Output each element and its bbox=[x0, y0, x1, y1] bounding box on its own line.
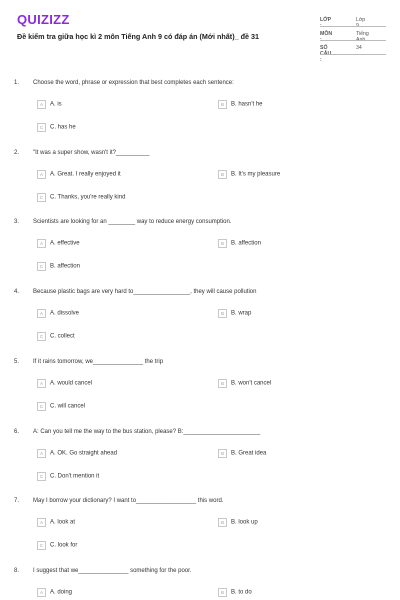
answer-option-b[interactable] bbox=[218, 449, 266, 458]
answer-option-a[interactable] bbox=[37, 379, 92, 388]
option-label: A. Great. I really enjoyed it bbox=[50, 171, 121, 178]
answer-option-b[interactable] bbox=[218, 379, 271, 388]
option-letter-box: A bbox=[37, 588, 46, 597]
option-letter-box: B bbox=[218, 309, 227, 318]
meta-underline bbox=[320, 40, 386, 41]
meta-key: LỚP : bbox=[320, 17, 331, 29]
question-number: 8. bbox=[14, 568, 20, 574]
answer-option-c[interactable] bbox=[37, 402, 85, 411]
option-label: A. is bbox=[50, 101, 62, 108]
option-label: B. Great idea bbox=[231, 450, 267, 457]
question-text: May I borrow your dictionary? I want to__________________ this word. bbox=[33, 498, 224, 504]
answer-option-c[interactable] bbox=[37, 541, 77, 550]
answer-option-a[interactable] bbox=[37, 170, 121, 179]
answer-option-b[interactable] bbox=[218, 518, 258, 527]
option-label: A. doing bbox=[50, 589, 73, 596]
meta-value: Lớp 9 bbox=[356, 17, 366, 29]
question-text: I suggest that we_______________ something for the poor. bbox=[33, 568, 192, 574]
answer-option-a[interactable] bbox=[37, 100, 62, 109]
option-letter-box: B bbox=[218, 518, 227, 527]
option-letter-box: B bbox=[218, 100, 227, 109]
page-title: Đề kiểm tra giữa học kì 2 môn Tiếng Anh 9 có đáp án (Mới nhất)_ đề 31 bbox=[17, 32, 259, 41]
question-text: A: Can you tell me the way to the bus station, please? B:_______________________ bbox=[33, 429, 261, 435]
option-label: A. dissolve bbox=[50, 310, 80, 317]
option-label: C. has he bbox=[50, 124, 76, 131]
option-letter-box: C bbox=[37, 193, 46, 202]
option-label: C. will cancel bbox=[50, 403, 86, 410]
answer-option-b[interactable] bbox=[218, 309, 251, 318]
option-label: C. look for bbox=[50, 542, 78, 549]
option-label: B. wrap bbox=[231, 310, 252, 317]
option-letter-box: A bbox=[37, 170, 46, 179]
question-text: Choose the word, phrase or expression that best completes each sentence: bbox=[33, 80, 234, 86]
option-label: B. affection bbox=[231, 240, 261, 247]
option-letter-box: C bbox=[37, 541, 46, 550]
meta-underline bbox=[320, 54, 386, 55]
question-number: 1. bbox=[14, 80, 20, 86]
option-letter-box: A bbox=[37, 518, 46, 527]
answer-option-c[interactable] bbox=[37, 332, 75, 341]
question-number: 3. bbox=[14, 219, 20, 225]
question-number: 6. bbox=[14, 429, 20, 435]
question-number: 4. bbox=[14, 289, 20, 295]
answer-option-a[interactable] bbox=[37, 449, 117, 458]
question-number: 7. bbox=[14, 498, 20, 504]
answer-option-a[interactable] bbox=[37, 588, 72, 597]
option-letter-box: C bbox=[37, 123, 46, 132]
question-number: 2. bbox=[14, 150, 20, 156]
quizizz-logo: QUIZIZZ bbox=[17, 12, 70, 27]
option-letter-box: A bbox=[37, 379, 46, 388]
option-label: C. Thanks, you're really kind bbox=[50, 194, 126, 201]
option-letter-box: B bbox=[218, 379, 227, 388]
option-label: A. effective bbox=[50, 240, 80, 247]
option-label: C. collect bbox=[50, 333, 75, 340]
question-text: Scientists are looking for an ________ way to reduce energy consumption. bbox=[33, 219, 232, 225]
meta-value: Tiếng Anh bbox=[356, 31, 369, 43]
option-label: B. won't cancel bbox=[231, 380, 272, 387]
option-letter-box: A bbox=[37, 309, 46, 318]
option-label: C. Don't mention it bbox=[50, 473, 100, 480]
meta-key: SỐ CÂU : bbox=[320, 45, 332, 63]
answer-option-c[interactable] bbox=[37, 123, 76, 132]
option-label: B. hasn't he bbox=[231, 101, 263, 108]
answer-option-c[interactable] bbox=[37, 472, 99, 481]
question-text: Because plastic bags are very hard to_________________, they will cause pollution bbox=[33, 289, 257, 295]
option-letter-box: C bbox=[37, 472, 46, 481]
option-label: A. would cancel bbox=[50, 380, 93, 387]
option-letter-box: B bbox=[218, 449, 227, 458]
option-letter-box: B bbox=[218, 170, 227, 179]
option-letter-box: B bbox=[218, 588, 227, 597]
question-text: If it rains tomorrow, we_______________ the trip bbox=[33, 359, 164, 365]
meta-key: MÔN : bbox=[320, 31, 333, 43]
option-letter-box: C bbox=[37, 402, 46, 411]
answer-option-c[interactable] bbox=[37, 262, 80, 271]
answer-option-b[interactable] bbox=[218, 239, 261, 248]
answer-option-b[interactable] bbox=[218, 170, 280, 179]
option-letter-box: A bbox=[37, 239, 46, 248]
option-letter-box: A bbox=[37, 449, 46, 458]
option-label: B. look up bbox=[231, 519, 258, 526]
option-letter-box: C bbox=[37, 262, 46, 271]
option-letter-box: C bbox=[37, 332, 46, 341]
answer-option-b[interactable] bbox=[218, 100, 263, 109]
answer-option-a[interactable] bbox=[37, 239, 80, 248]
answer-option-a[interactable] bbox=[37, 309, 79, 318]
option-label: B. affection bbox=[50, 263, 80, 270]
option-letter-box: A bbox=[37, 100, 46, 109]
option-label: A. look at bbox=[50, 519, 76, 526]
question-number: 5. bbox=[14, 359, 20, 365]
option-label: A. OK. Go straight ahead bbox=[50, 450, 118, 457]
answer-option-b[interactable] bbox=[218, 588, 252, 597]
option-letter-box: B bbox=[218, 239, 227, 248]
option-label: B. It's my pleasure bbox=[231, 171, 281, 178]
question-text: "It was a super show, wasn't it?__________ bbox=[33, 150, 150, 156]
answer-option-a[interactable] bbox=[37, 518, 75, 527]
meta-value: 34 bbox=[356, 45, 362, 51]
option-label: B. to do bbox=[231, 589, 252, 596]
meta-underline bbox=[320, 26, 386, 27]
answer-option-c[interactable] bbox=[37, 193, 125, 202]
